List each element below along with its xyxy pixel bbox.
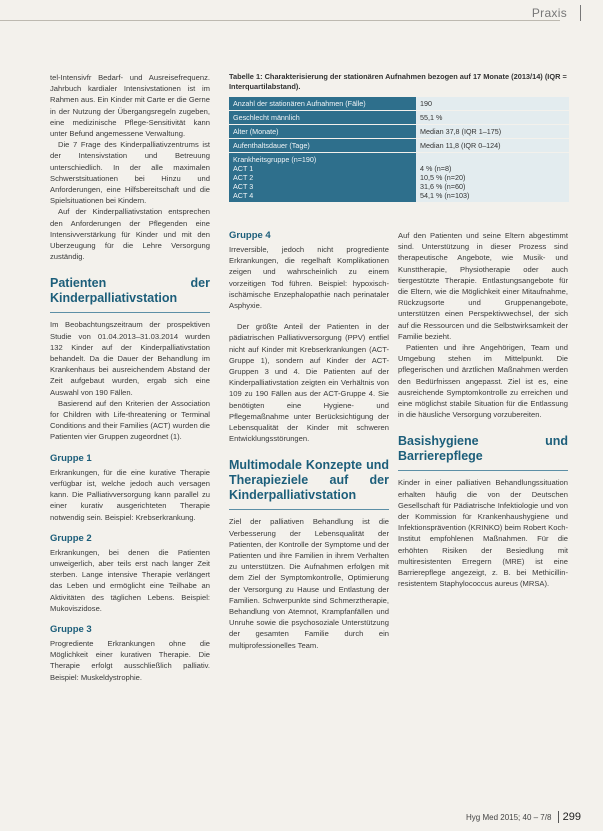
- paragraph: Der größte Anteil der Patienten in der pädiatrischen Palliativversorgung (PPV) entfiel nicht auf Kinder mit Krebserkrankungen (ACT-Gruppe 1), sondern auf Kinder der ACT-Gruppen 3 und 4. Die Patienten auf der Kinderpalliativstation zeigten ein Verhältnis von 109 zu 190 Fällen aus der ACT-Gruppe 4. Sie benötigten eine Hygiene- und Pflegemaßnahme unter Berücksichtigung der Lebensqualität der Kinder mit schweren Entwicklungsstörungen.: [229, 322, 389, 444]
- heading-rule: [229, 509, 389, 510]
- paragraph: Auf der Kinderpalliativstation entsprechen den Anforderungen der Pflegenden eine Intensivverstärkung für Kinder und mit den Uberzeugung für die Lehre Versorgung zuständig.: [50, 207, 210, 262]
- section-heading: Patienten der Kinderpalliativstation: [50, 276, 210, 306]
- header-rule: [0, 20, 560, 21]
- group-act-2: ACT 2: [233, 173, 254, 182]
- page-footer: [466, 811, 581, 823]
- section-label: Praxis: [531, 6, 567, 20]
- heading-rule: [398, 470, 568, 471]
- table-row: [229, 97, 569, 111]
- section-heading: Multimodale Konzepte und Therapieziele auf der Kinderpalliativstation: [229, 458, 389, 503]
- table-cell-value: [416, 153, 569, 203]
- table-caption: Tabelle 1: Charakterisierung der stationären Aufnahmen bezogen auf 17 Monate (2013/14) (IQR = Interquartilabstand).: [229, 72, 567, 91]
- group-act-1: ACT 1: [233, 164, 254, 173]
- paragraph: Die 7 Frage des Kinderpalliativzentrums ist der Intensivstation und Betreuung unterschiedlich. In der alle maximalen Schwerstsituationen bei Hinzu und Anforderungen, eine Hilfsbereitschaft und die Spielsituationen bei Kindern.: [50, 140, 210, 206]
- paragraph: Patienten und ihre Angehörigen, Team und Umgebung stehen im Mittelpunkt. Die pflegerischen und ärztlichen Maßnahmen werden den Bedürfnissen angepasst. Ziel ist es, eine ausreichende Symptomkontrolle zu erreichen und eine möglichst stabile Situation für die Entlassung in die häusliche Versorgung vorzubereiten.: [398, 343, 568, 420]
- table-cell-value: 190: [416, 97, 569, 111]
- page-number: 299: [558, 811, 581, 823]
- paragraph: Ziel der palliativen Behandlung ist die Verbesserung der Lebensqualität der Patienten, der Kontrolle der Symptome und der Patienten und ihre Familien in ihrem Verhalten zu unterstützen. Die Aufnahmen erfolgen mit dem Ziel der Symptomkontrolle, Optimierung der Versorgung zu Hause und Entlastung der Familien. Schwerpunkte sind Schmerztherapie, Behandlung von Atemnot, Krampfanfällen und Unruhe sowie die psychosoziale Unterstützung der gesamten Familie durch ein multiprofessionelles Team.: [229, 517, 389, 650]
- paragraph: Erkrankungen, für die eine kurative Therapie verfügbar ist, welche jedoch auch versagen kann. Die Palliativversorgung kann parallel zu einer kurativ ausgerichteten Therapie notwendig sein. Beispiel: Krebserkrankung.: [50, 467, 210, 522]
- column-3: [398, 230, 568, 589]
- paragraph: tel-Intensivfr Bedarf- und Ausreisefrequenz. Jahrbuch kardialer Intensivstationen ist im Rahmen aus. Ein Kinder mit Carte er die Gerne in der Nutzung der Übergangsregeln zugeben, eine medizinische Pflege-Sensitivität kann unter Befund angemessene Verwaltung.: [50, 73, 210, 139]
- paragraph: Auf den Patienten und seine Eltern abgestimmt sind. Unterstützung in dieser Prozess sind therapeutische Angebote, wie Musik- und Kunsttherapie, Physiotherapie oder auch tiergestützte Therapie. Entlastungsangebote für die Eltern, wie die Möglichkeit einer Mitaufnahme, Rückzugsorte und Gruppenangebote, unterstützen einen Perspektivwechsel, der sich auf die Ressourcen und die Selbstwirksamkeit der Familie bezieht.: [398, 231, 568, 341]
- subheading-group-3: Gruppe 3: [50, 623, 92, 635]
- group-head: Krankheitsgruppe (n=190): [233, 155, 317, 164]
- paragraph: Basierend auf den Kriterien der Association for Children with Life-threatening or Terminal Conditions and their Families (ACT) wurden die Patienten vier Gruppen zugeordnet (1).: [50, 398, 210, 442]
- journal-citation: Hyg Med 2015; 40 – 7/8: [466, 813, 552, 822]
- subheading-group-1: Gruppe 1: [50, 452, 92, 464]
- table-row: [229, 153, 569, 203]
- table-cell-label: Geschlecht männlich: [229, 111, 416, 125]
- paragraph: Irreversible, jedoch nicht progrediente Erkrankungen, die regelhaft Komplikationen zeigen und wahrscheinlich zu einem vorzeitigen Tod führen. Beispiel: hypoxisch-ischämische Enzephalopathie nach perinataler Asphyxie.: [229, 245, 389, 311]
- value-act-3: 31,6 % (n=60): [420, 182, 466, 191]
- section-divider: [580, 5, 581, 21]
- paragraph: Im Beobachtungszeitraum der prospektiven Studie von 01.04.2013–31.03.2014 wurden 132 Kinder auf der Kinderpalliativstation behandelt. Da die Dauer der Behandlung im Krankenhaus bei ausreichendem Abstand der Zeit aufgebaut wurden, ergab sich eine Auswahl von 190 Fällen.: [50, 320, 210, 397]
- table-cell-value: Median 37,8 (IQR 1–175): [416, 125, 569, 139]
- paragraph: Kinder in einer palliativen Behandlungssituation erhalten häufig die von der Deutschen Gesellschaft für Pädiatrische Infektiologie und von der Kommission für Krankenhaushygiene und Infektionsprävention (KRINKO) beim Robert Koch-Institut empfohlenen Maßnahmen. Für die erhöhten Risiken der Besiedlung mit multiresistenten Erregern (MRE) ist eine Barrierepflege angezeigt, z. B. bei Methicillin-resistentem Staphylococcus aureus (MRSA).: [398, 478, 568, 589]
- table-cell-value: Median 11,8 (IQR 0–124): [416, 139, 569, 153]
- value-act-1: 4 % (n=8): [420, 164, 452, 173]
- value-act-4: 54,1 % (n=103): [420, 191, 470, 200]
- table-row: [229, 111, 569, 125]
- table-cell-label: Aufenthaltsdauer (Tage): [229, 139, 416, 153]
- paragraph: Erkrankungen, bei denen die Patienten unweigerlich, aber teils erst nach langer Zeit sterben. Lange intensive Therapie verlängert das Leben und ermöglicht eine Teilhabe an Aktivitäten des täglichen Lebens. Beispiel: Mukoviszidose.: [50, 547, 210, 613]
- group-act-3: ACT 3: [233, 182, 254, 191]
- heading-rule: [50, 312, 210, 313]
- table-1: [229, 72, 569, 203]
- paragraph: Progrediente Erkrankungen ohne die Möglichkeit einer kurativen Therapie. Die Therapie erfolgt ausschließlich palliativ. Beispiel: Muskeldystrophie.: [50, 638, 210, 682]
- column-1: [50, 72, 210, 683]
- subheading-group-4: Gruppe 4: [229, 230, 271, 241]
- value-act-2: 10,5 % (n=20): [420, 173, 466, 182]
- table-cell-label: Alter (Monate): [229, 125, 416, 139]
- column-2: [229, 230, 389, 651]
- section-heading: Basishygiene und Barrierepflege: [398, 434, 568, 464]
- table-row: [229, 125, 569, 139]
- subheading-group-2: Gruppe 2: [50, 532, 92, 544]
- characterization-table: [229, 97, 569, 203]
- table-row: [229, 139, 569, 153]
- table-cell-label: [229, 153, 416, 203]
- table-cell-value: 55,1 %: [416, 111, 569, 125]
- table-cell-label: Anzahl der stationären Aufnahmen (Fälle): [229, 97, 416, 111]
- group-act-4: ACT 4: [233, 191, 254, 200]
